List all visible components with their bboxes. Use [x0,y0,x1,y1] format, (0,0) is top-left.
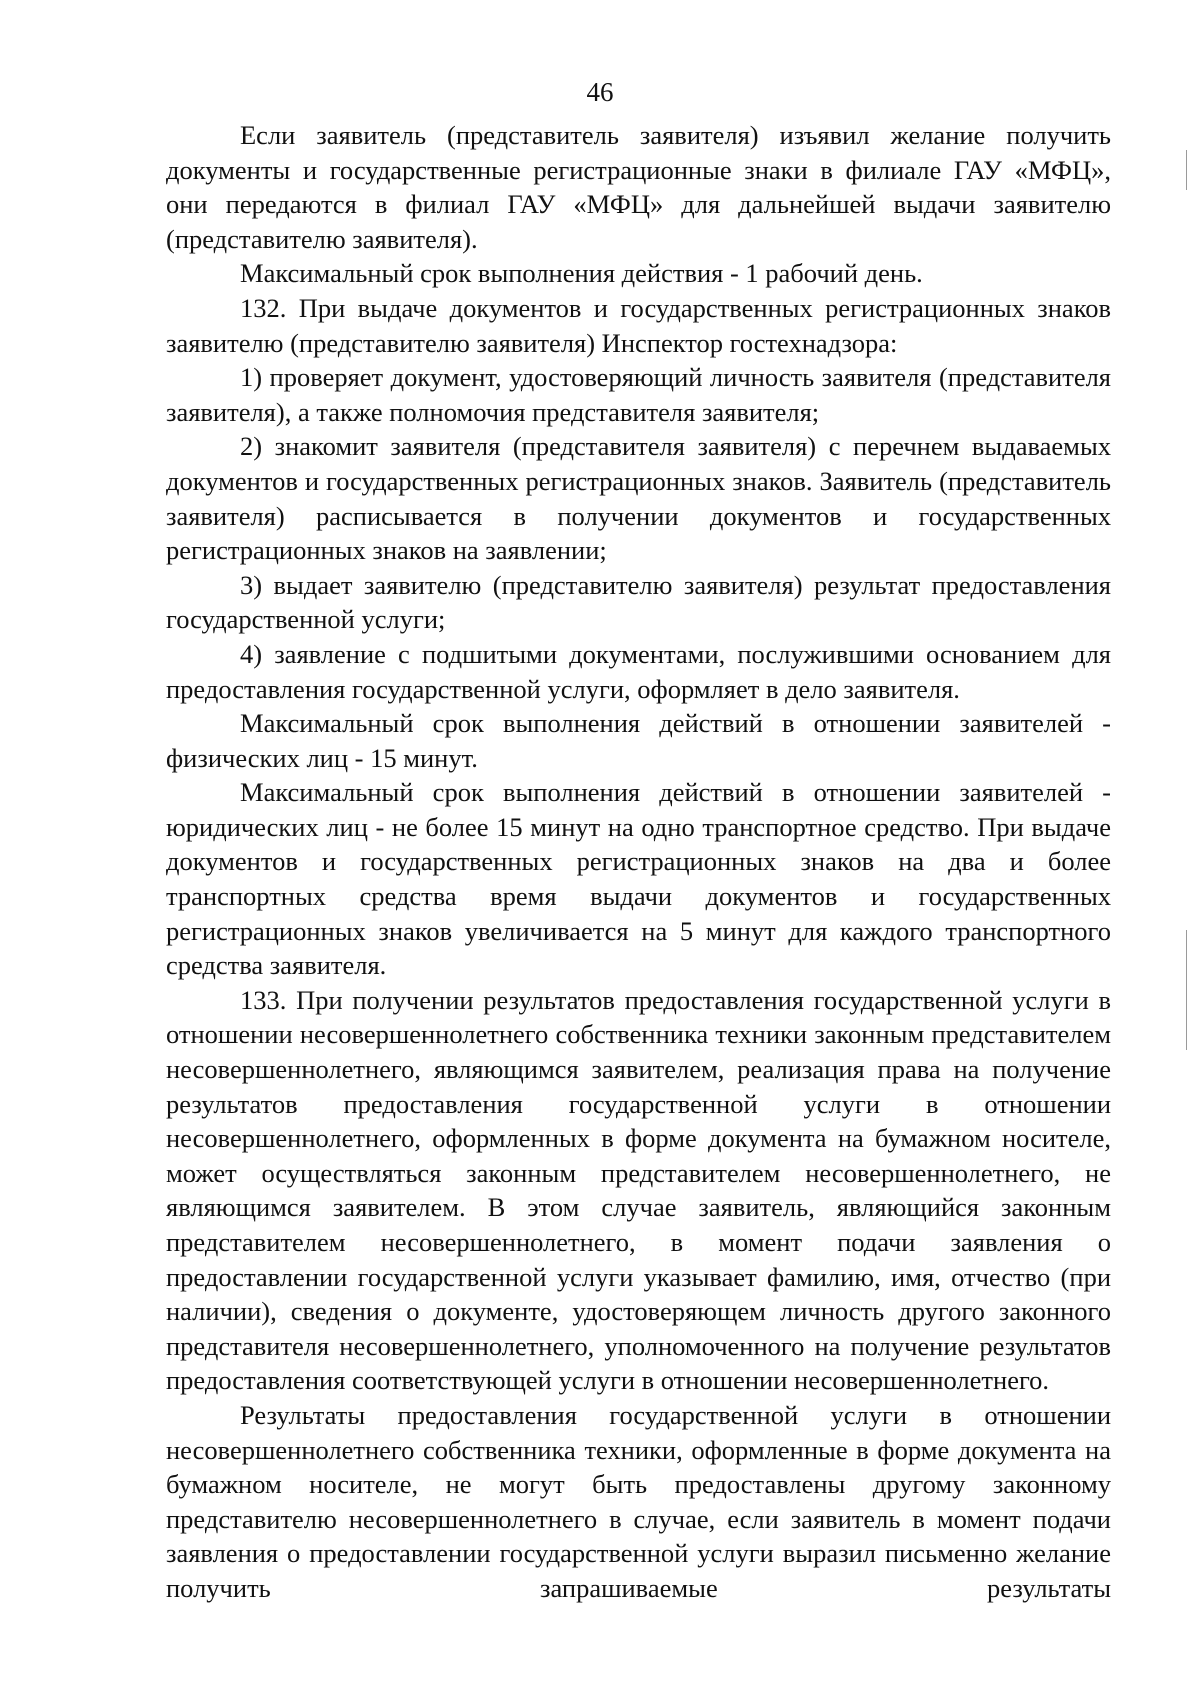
paragraph-3: 132. При выдаче документов и государственных регистрационных знаков заявителю (представителю заявителя) Инспектор гостехнадзора: [166,292,1111,358]
paragraph-10: 133. При получении результатов предоставления государственной услуги в отношении несовершеннолетнего собственника техники законным представителем несовершеннолетнего, являющимся заявителем, реализация права на получение результатов предоставления государственной услуги в отношении несовершеннолетнего, оформленных в форме документа на бумажном носителе, может осуществляться законным представителем несовершеннолетнего, не являющимся заявителем. В этом случае заявитель, являющийся законным представителем несовершеннолетнего, в момент подачи заявления о предоставлении государственной услуги указывает фамилию, имя, отчество (при наличии), сведения о документе, удостоверяющем личность другого законного представителя несовершеннолетнего, уполномоченного на получение результатов предоставления соответствующей услуги в отношении несовершеннолетнего. [166,984,1111,1396]
paragraph-4: 1) проверяет документ, удостоверяющий личность заявителя (представителя заявителя), а также полномочия представителя заявителя; [166,362,1111,427]
paragraph-5: 2) знакомит заявителя (представителя заявителя) с перечнем выдаваемых документов и государственных регистрационных знаков. Заявитель (представитель заявителя) расписывается в получении документов и государственных регистрационных знаков на заявлении; [166,431,1111,566]
paragraph-1: Если заявитель (представитель заявителя) изъявил желание получить документы и государственные регистрационные знаки в филиале ГАУ «МФЦ», они передаются в филиал ГАУ «МФЦ» для дальнейшей выдачи заявителю (представителю заявителя). [166,120,1111,254]
scan-edge-mark-middle [1186,930,1187,1050]
paragraph-2: Максимальный срок выполнения действия - 1 рабочий день. [240,258,923,289]
paragraph-9: Максимальный срок выполнения действий в отношении заявителей - юридических лиц - не более 15 минут на одно транспортное средство. При выдаче документов и государственных регистрационных знаков на два и более транспортных средства время выдачи документов и государственных регистрационных знаков увеличивается на 5 минут для каждого транспортного средства заявителя. [166,777,1111,981]
page-number: 46 [586,77,614,107]
paragraph-6: 3) выдает заявителю (представителю заявителя) результат предоставления государственной услуги; [166,569,1111,635]
paragraph-8: Максимальный срок выполнения действий в отношении заявителей - физических лиц - 15 минут. [166,708,1111,773]
paragraph-7: 4) заявление с подшитыми документами, послужившими основанием для предоставления государственной услуги, оформляет в дело заявителя. [166,638,1111,704]
scan-edge-mark-top [1186,150,1187,190]
paragraph-11: Результаты предоставления государственной услуги в отношении несовершеннолетнего собственника техники, оформленные в форме документа на бумажном носителе, не могут быть предоставлены другому законному представителю несовершеннолетнего в случае, если заявитель в момент подачи заявления о предоставлении государственной услуги выразил письменно желание получить запрашиваемые результаты [166,1399,1111,1603]
document-text [166,118,1111,1606]
